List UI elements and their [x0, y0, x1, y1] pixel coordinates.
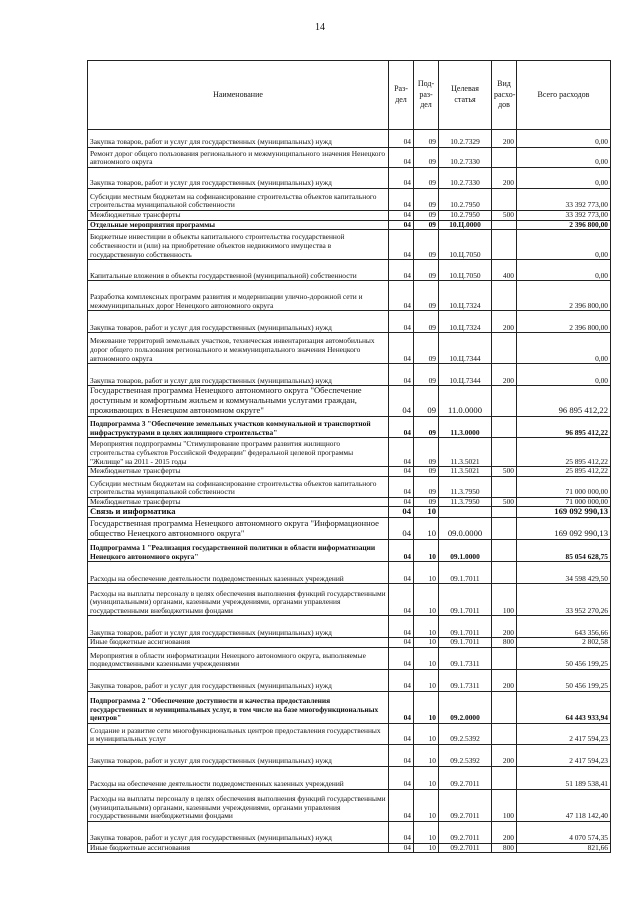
cell-expense-type: 100 — [492, 789, 517, 821]
cell-expense-type: 800 — [492, 843, 517, 853]
cell-name: Субсидии местным бюджетам на софинансирование строительства объектов капитального строительства муниципальной собственности — [88, 189, 389, 211]
cell-name: Закупка товаров, работ и услуг для государственных (муниципальных) нужд — [88, 311, 389, 333]
cell-subsection: 10 — [414, 766, 439, 789]
cell-total: 25 895 412,22 — [517, 467, 611, 477]
cell-subsection: 09 — [414, 148, 439, 168]
cell-total: 71 000 000,00 — [517, 476, 611, 497]
table-row — [88, 281, 611, 311]
cell-target-article: 10.Ц.7324 — [439, 281, 492, 311]
cell-target-article: 09.0.0000 — [439, 518, 492, 540]
cell-subsection: 10 — [414, 507, 439, 518]
cell-name: Мероприятия в области информатизации Ненецкого автономного округа, выполняемые подведомственными казенными учреждениями — [88, 647, 389, 669]
cell-section: 04 — [389, 281, 414, 311]
cell-target-article: 10.Ц.7050 — [439, 260, 492, 281]
cell-expense-type — [492, 507, 517, 518]
cell-expense-type — [492, 386, 517, 417]
cell-name: Расходы на обеспечение деятельности подведомственных казенных учреждений — [88, 766, 389, 789]
cell-total: 33 392 773,00 — [517, 211, 611, 221]
table-row — [88, 616, 611, 638]
cell-section: 04 — [389, 148, 414, 168]
cell-section: 04 — [389, 518, 414, 540]
cell-name: Межевание территорий земельных участков, техническая инвентаризация автомобильных дорог общего пользования регионального и межмуниципального значения Ненецкого автономного округа — [88, 333, 389, 364]
cell-target-article: 09.2.5392 — [439, 744, 492, 766]
table-row — [88, 438, 611, 467]
table-row — [88, 260, 611, 281]
cell-total: 33 952 270,26 — [517, 584, 611, 616]
cell-section: 04 — [389, 507, 414, 518]
cell-expense-type — [492, 333, 517, 364]
cell-expense-type — [492, 148, 517, 168]
cell-target-article: 09.1.7011 — [439, 638, 492, 648]
cell-section: 04 — [389, 386, 414, 417]
cell-target-article: 11.3.5021 — [439, 438, 492, 467]
cell-name: Подпрограмма 2 "Обеспечение доступности и качества предоставления государственных и муниципальных услуг, в том числе на базе многофункциональных центров" — [88, 691, 389, 723]
cell-section: 04 — [389, 723, 414, 744]
table-row — [88, 148, 611, 168]
cell-expense-type — [492, 540, 517, 562]
cell-name: Субсидии местным бюджетам на софинансирование строительства объектов капитального строительства муниципальной собственности — [88, 476, 389, 497]
cell-name: Межбюджетные трансферты — [88, 497, 389, 507]
cell-subsection: 10 — [414, 843, 439, 853]
cell-subsection: 09 — [414, 333, 439, 364]
cell-total: 0,00 — [517, 168, 611, 189]
cell-name: Закупка товаров, работ и услуг для государственных (муниципальных) нужд — [88, 821, 389, 843]
cell-name: Бюджетные инвестиции в объекты капитального строительства государственной собственности и (или) на приобретение объектов недвижимого имущества в государственную собственность — [88, 230, 389, 260]
cell-subsection: 10 — [414, 616, 439, 638]
cell-target-article: 09.2.0000 — [439, 691, 492, 723]
cell-name: Государственная программа Ненецкого автономного округа "Обеспечение доступным и комфортным жильем и коммунальными услугами граждан, проживающих в Ненецком автономном округе" — [88, 386, 389, 417]
cell-subsection: 10 — [414, 647, 439, 669]
cell-section: 04 — [389, 638, 414, 648]
table-row — [88, 130, 611, 148]
cell-expense-type — [492, 518, 517, 540]
cell-total: 51 189 538,41 — [517, 766, 611, 789]
cell-target-article: 11.0.0000 — [439, 386, 492, 417]
cell-expense-type: 200 — [492, 168, 517, 189]
cell-section: 04 — [389, 417, 414, 438]
cell-total: 0,00 — [517, 148, 611, 168]
table-row — [88, 211, 611, 221]
cell-section: 04 — [389, 616, 414, 638]
table-row — [88, 518, 611, 540]
cell-subsection: 09 — [414, 311, 439, 333]
cell-subsection: 10 — [414, 584, 439, 616]
cell-target-article: 11.3.7950 — [439, 497, 492, 507]
cell-target-article: 10.2.7329 — [439, 130, 492, 148]
cell-total: 643 356,66 — [517, 616, 611, 638]
cell-total: 169 092 990,13 — [517, 507, 611, 518]
header-expense-type: Вид расхо- дов — [492, 61, 517, 130]
header-section: Раз- дел — [389, 61, 414, 130]
table-row — [88, 789, 611, 821]
cell-target-article: 10.Ц.7050 — [439, 230, 492, 260]
cell-total: 4 070 574,35 — [517, 821, 611, 843]
cell-section: 04 — [389, 584, 414, 616]
cell-expense-type: 200 — [492, 130, 517, 148]
cell-subsection: 09 — [414, 130, 439, 148]
cell-subsection: 10 — [414, 669, 439, 691]
cell-expense-type: 500 — [492, 467, 517, 477]
cell-total: 821,66 — [517, 843, 611, 853]
cell-name: Закупка товаров, работ и услуг для государственных (муниципальных) нужд — [88, 616, 389, 638]
cell-total: 25 895 412,22 — [517, 438, 611, 467]
budget-table — [87, 60, 611, 853]
table-row — [88, 386, 611, 417]
cell-target-article: 10.Ц.7344 — [439, 364, 492, 386]
cell-expense-type — [492, 230, 517, 260]
page-number: 14 — [315, 22, 325, 33]
cell-section: 04 — [389, 189, 414, 211]
cell-total: 2 417 594,23 — [517, 744, 611, 766]
header-target-article: Целевая статья — [439, 61, 492, 130]
cell-subsection: 10 — [414, 691, 439, 723]
cell-target-article: 09.1.7011 — [439, 584, 492, 616]
cell-name: Иные бюджетные ассигнования — [88, 843, 389, 853]
cell-expense-type: 200 — [492, 311, 517, 333]
cell-expense-type: 200 — [492, 616, 517, 638]
cell-total: 0,00 — [517, 230, 611, 260]
cell-subsection: 09 — [414, 364, 439, 386]
cell-expense-type — [492, 438, 517, 467]
cell-expense-type — [492, 766, 517, 789]
cell-target-article: 10.Ц.7344 — [439, 333, 492, 364]
cell-name: Подпрограмма 1 "Реализация государственной политики в области информатизации Ненецкого автономного округа" — [88, 540, 389, 562]
cell-target-article: 09.1.7311 — [439, 647, 492, 669]
cell-section: 04 — [389, 230, 414, 260]
cell-target-article — [439, 507, 492, 518]
cell-subsection: 09 — [414, 168, 439, 189]
cell-total: 2 802,58 — [517, 638, 611, 648]
cell-expense-type — [492, 417, 517, 438]
cell-target-article: 10.Ц.7324 — [439, 311, 492, 333]
cell-name: Подпрограмма 3 "Обеспечение земельных участков коммунальной и транспортной инфраструктурами в целях жилищного строительства" — [88, 417, 389, 438]
table-row — [88, 723, 611, 744]
cell-subsection: 10 — [414, 540, 439, 562]
cell-expense-type — [492, 562, 517, 584]
table-row — [88, 333, 611, 364]
table-row — [88, 638, 611, 648]
table-row — [88, 584, 611, 616]
cell-expense-type — [492, 647, 517, 669]
cell-total: 33 392 773,00 — [517, 189, 611, 211]
table-row — [88, 843, 611, 853]
cell-name: Закупка товаров, работ и услуг для государственных (муниципальных) нужд — [88, 130, 389, 148]
cell-total: 2 396 800,00 — [517, 311, 611, 333]
cell-target-article: 11.3.5021 — [439, 467, 492, 477]
table-row — [88, 467, 611, 477]
cell-total: 169 092 990,13 — [517, 518, 611, 540]
cell-target-article: 09.2.7011 — [439, 766, 492, 789]
cell-target-article: 09.2.7011 — [439, 789, 492, 821]
cell-name: Межбюджетные трансферты — [88, 211, 389, 221]
cell-expense-type: 200 — [492, 364, 517, 386]
cell-section: 04 — [389, 497, 414, 507]
table-row — [88, 364, 611, 386]
cell-subsection: 09 — [414, 281, 439, 311]
header-total: Всего расходов — [517, 61, 611, 130]
cell-section: 04 — [389, 843, 414, 853]
cell-expense-type — [492, 220, 517, 230]
cell-section: 04 — [389, 168, 414, 189]
cell-subsection: 10 — [414, 518, 439, 540]
cell-subsection: 09 — [414, 476, 439, 497]
cell-total: 71 000 000,00 — [517, 497, 611, 507]
table-row — [88, 417, 611, 438]
cell-total: 64 443 933,94 — [517, 691, 611, 723]
cell-subsection: 09 — [414, 211, 439, 221]
cell-section: 04 — [389, 691, 414, 723]
cell-subsection: 10 — [414, 638, 439, 648]
cell-total: 50 456 199,25 — [517, 669, 611, 691]
cell-name: Связь и информатика — [88, 507, 389, 518]
cell-section: 04 — [389, 364, 414, 386]
cell-subsection: 09 — [414, 260, 439, 281]
cell-expense-type — [492, 691, 517, 723]
cell-total: 0,00 — [517, 260, 611, 281]
table-row — [88, 497, 611, 507]
cell-expense-type — [492, 189, 517, 211]
cell-target-article: 09.1.7311 — [439, 669, 492, 691]
table-row — [88, 821, 611, 843]
cell-expense-type: 500 — [492, 497, 517, 507]
cell-section: 04 — [389, 669, 414, 691]
cell-subsection: 10 — [414, 789, 439, 821]
cell-name: Создание и развитие сети многофункциональных центров предоставления государственных и муниципальных услуг — [88, 723, 389, 744]
cell-subsection: 09 — [414, 467, 439, 477]
cell-total: 2 396 800,00 — [517, 281, 611, 311]
cell-name: Закупка товаров, работ и услуг для государственных (муниципальных) нужд — [88, 744, 389, 766]
table-row — [88, 691, 611, 723]
cell-expense-type — [492, 723, 517, 744]
cell-target-article: 09.2.5392 — [439, 723, 492, 744]
table-row — [88, 220, 611, 230]
table-row — [88, 168, 611, 189]
cell-section: 04 — [389, 476, 414, 497]
table-row — [88, 766, 611, 789]
cell-section: 04 — [389, 766, 414, 789]
cell-subsection: 10 — [414, 821, 439, 843]
cell-total: 2 417 594,23 — [517, 723, 611, 744]
header-name: Наименование — [88, 61, 389, 130]
cell-subsection: 10 — [414, 562, 439, 584]
cell-target-article: 10.2.7330 — [439, 148, 492, 168]
cell-name: Разработка комплексных программ развития и модернизации улично-дорожной сети и межмуниципальных дорог Ненецкого автономного округа — [88, 281, 389, 311]
cell-section: 04 — [389, 647, 414, 669]
cell-total: 34 598 429,50 — [517, 562, 611, 584]
cell-expense-type: 200 — [492, 821, 517, 843]
cell-subsection: 10 — [414, 723, 439, 744]
cell-subsection: 09 — [414, 220, 439, 230]
table-row — [88, 507, 611, 518]
cell-section: 04 — [389, 333, 414, 364]
header-subsection: Под- раз- дел — [414, 61, 439, 130]
cell-section: 04 — [389, 744, 414, 766]
cell-target-article: 10.2.7330 — [439, 168, 492, 189]
cell-section: 04 — [389, 821, 414, 843]
cell-name: Закупка товаров, работ и услуг для государственных (муниципальных) нужд — [88, 364, 389, 386]
cell-target-article: 09.1.7011 — [439, 616, 492, 638]
table-row — [88, 744, 611, 766]
cell-name: Государственная программа Ненецкого автономного округа "Информационное общество Ненецкого автономного округа" — [88, 518, 389, 540]
cell-name: Мероприятия подпрограммы "Стимулирование программ развития жилищного строительства субъектов Российской Федерации" федеральной целевой программы "Жилище" на 2011 - 2015 годы — [88, 438, 389, 467]
cell-name: Расходы на обеспечение деятельности подведомственных казенных учреждений — [88, 562, 389, 584]
cell-target-article: 09.1.7011 — [439, 562, 492, 584]
cell-expense-type: 800 — [492, 638, 517, 648]
cell-section: 04 — [389, 562, 414, 584]
cell-name: Иные бюджетные ассигнования — [88, 638, 389, 648]
table-row — [88, 669, 611, 691]
cell-subsection: 09 — [414, 417, 439, 438]
cell-section: 04 — [389, 260, 414, 281]
cell-total: 50 456 199,25 — [517, 647, 611, 669]
table-header-row — [88, 61, 611, 130]
cell-name: Закупка товаров, работ и услуг для государственных (муниципальных) нужд — [88, 168, 389, 189]
cell-subsection: 09 — [414, 438, 439, 467]
table-row — [88, 189, 611, 211]
table-row — [88, 311, 611, 333]
cell-total: 96 895 412,22 — [517, 417, 611, 438]
cell-name: Расходы на выплаты персоналу в целях обеспечения выполнения функций государственными (муниципальными) органами, казенными учреждениями, органами управления государственными внебюджетными фондами — [88, 584, 389, 616]
cell-subsection: 10 — [414, 744, 439, 766]
cell-target-article: 10.Ц.0000 — [439, 220, 492, 230]
cell-section: 04 — [389, 130, 414, 148]
cell-section: 04 — [389, 311, 414, 333]
table-row — [88, 562, 611, 584]
cell-total: 47 118 142,40 — [517, 789, 611, 821]
cell-total: 0,00 — [517, 333, 611, 364]
table-row — [88, 476, 611, 497]
cell-target-article: 10.2.7950 — [439, 211, 492, 221]
cell-name: Отдельные мероприятия программы — [88, 220, 389, 230]
cell-section: 04 — [389, 540, 414, 562]
table-row — [88, 647, 611, 669]
cell-section: 04 — [389, 789, 414, 821]
cell-section: 04 — [389, 211, 414, 221]
cell-name: Межбюджетные трансферты — [88, 467, 389, 477]
cell-section: 04 — [389, 438, 414, 467]
cell-total: 96 895 412,22 — [517, 386, 611, 417]
cell-total: 2 396 800,00 — [517, 220, 611, 230]
cell-name: Расходы на выплаты персоналу в целях обеспечения выполнения функций государственными (муниципальными) органами, казенными учреждениями, органами управления государственными внебюджетными фондами — [88, 789, 389, 821]
cell-subsection: 09 — [414, 230, 439, 260]
cell-section: 04 — [389, 220, 414, 230]
cell-expense-type: 400 — [492, 260, 517, 281]
cell-subsection: 09 — [414, 189, 439, 211]
cell-name: Капитальные вложения в объекты государственной (муниципальной) собственности — [88, 260, 389, 281]
cell-name: Ремонт дорог общего пользования регионального и межмуниципального значения Ненецкого автономного округа — [88, 148, 389, 168]
cell-expense-type: 200 — [492, 669, 517, 691]
cell-expense-type — [492, 281, 517, 311]
table-row — [88, 230, 611, 260]
cell-expense-type — [492, 476, 517, 497]
cell-total: 0,00 — [517, 130, 611, 148]
cell-target-article: 10.2.7950 — [439, 189, 492, 211]
cell-target-article: 11.3.0000 — [439, 417, 492, 438]
cell-section: 04 — [389, 467, 414, 477]
cell-subsection: 09 — [414, 386, 439, 417]
cell-total: 85 054 628,75 — [517, 540, 611, 562]
cell-target-article: 11.3.7950 — [439, 476, 492, 497]
cell-name: Закупка товаров, работ и услуг для государственных (муниципальных) нужд — [88, 669, 389, 691]
table-body — [88, 130, 611, 853]
cell-expense-type: 100 — [492, 584, 517, 616]
cell-expense-type: 200 — [492, 744, 517, 766]
table-row — [88, 540, 611, 562]
cell-target-article: 09.1.0000 — [439, 540, 492, 562]
cell-target-article: 09.2.7011 — [439, 821, 492, 843]
cell-expense-type: 500 — [492, 211, 517, 221]
cell-total: 0,00 — [517, 364, 611, 386]
cell-subsection: 09 — [414, 497, 439, 507]
cell-target-article: 09.2.7011 — [439, 843, 492, 853]
